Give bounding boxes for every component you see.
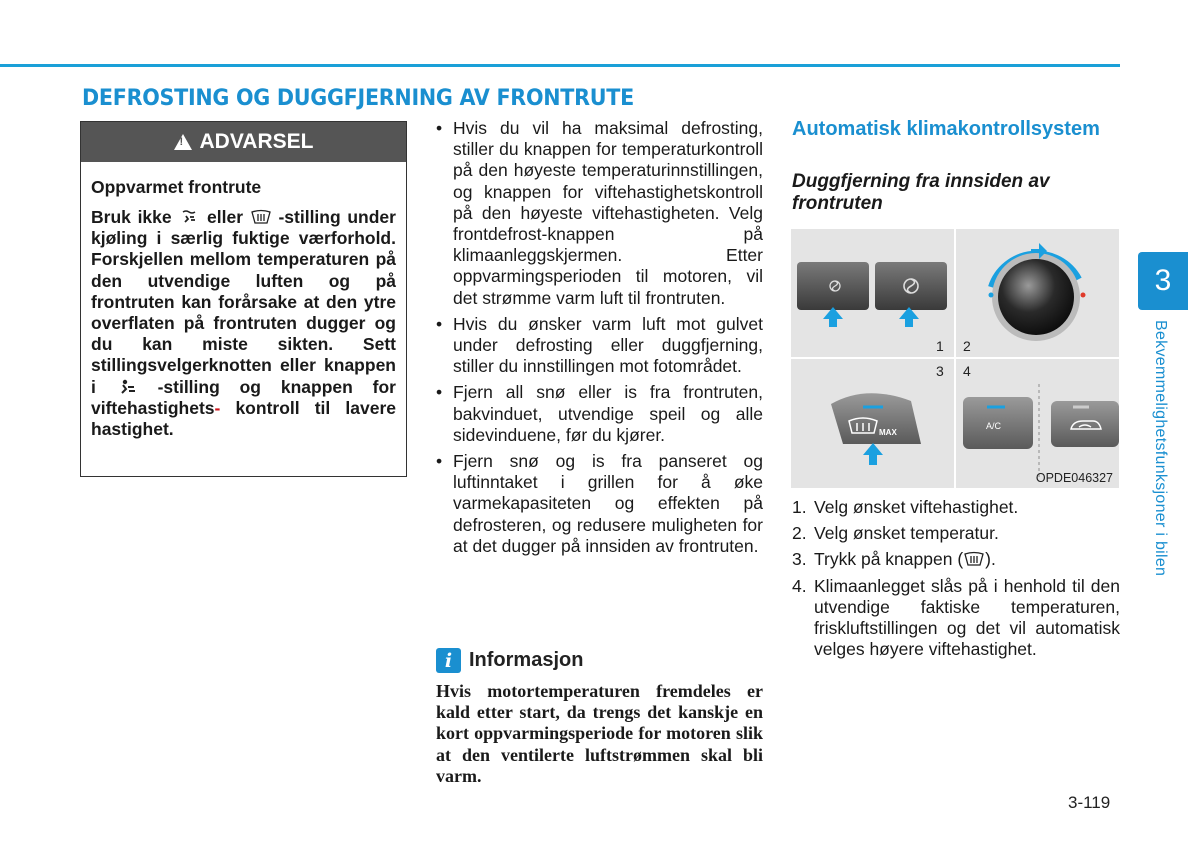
warning-text xyxy=(91,207,396,440)
step-text: Trykk på knappen ( xyxy=(814,549,964,570)
control-panel-illustration xyxy=(791,229,1119,488)
step-text: Velg ønsket viftehastighet. xyxy=(814,497,1019,517)
list-item xyxy=(792,497,1120,518)
figure-label-3: 3 xyxy=(936,363,944,379)
bullet-list xyxy=(436,118,763,562)
fan-down-button xyxy=(797,262,869,310)
max-defrost-button xyxy=(831,393,921,444)
step-number: 2. xyxy=(792,523,807,544)
figure-label-2: 2 xyxy=(963,338,971,354)
figure-label-1: 1 xyxy=(936,338,944,354)
step-text: Klimaanlegget slås på i henhold til den utvendige faktiske temperaturen, friskluftstillingen og det vil automatisk velges høyere viftehastighet. xyxy=(814,575,1120,660)
info-text: Hvis motortemperaturen fremdeles er kald etter start, da trengs det kanskje en kort oppvarmingsperiode for motoren slik at den ventilerte luftstrømmen skal bli varm. xyxy=(436,681,763,786)
page-number: 3-119 xyxy=(1068,793,1111,812)
info-header xyxy=(436,648,583,673)
figure-label-4: 4 xyxy=(963,363,971,379)
front-defrost-icon xyxy=(963,551,985,567)
step-number: 4. xyxy=(792,575,807,596)
warning-header xyxy=(81,122,406,162)
warning-text-part2: eller xyxy=(207,207,244,227)
top-rule xyxy=(0,64,1120,67)
info-title: Informasjon xyxy=(469,649,584,671)
step-list xyxy=(792,497,1120,665)
warning-text-part5: kontroll til lavere hastighet. xyxy=(91,397,396,440)
warning-label: ADVARSEL xyxy=(199,130,314,153)
warning-box xyxy=(80,121,407,477)
list-item: • Hvis du ønsker varm luft mot gulvet under defrosting eller duggfjerning, stiller du innstillingen mot fotområdet. xyxy=(436,314,763,378)
list-item xyxy=(792,523,1120,544)
arrow-up-icon xyxy=(863,443,883,465)
floor-defrost-icon xyxy=(178,209,200,225)
step-text: Velg ønsket temperatur. xyxy=(814,523,999,544)
step-number: 1. xyxy=(792,497,807,517)
info-icon: i xyxy=(436,648,461,673)
automatic-climate-heading: Automatisk klimakontrollsystem xyxy=(792,118,1100,140)
warning-text-part1: Bruk ikke xyxy=(91,207,172,227)
list-item xyxy=(792,576,1120,661)
ac-label: A/C xyxy=(986,421,1002,431)
front-defrost-icon xyxy=(250,209,272,225)
list-item: • Hvis du vil ha maksimal defrosting, stiller du knappen for temperaturkontroll på den høyeste temperaturinnstillingen, og knappen for viftehastighetskontroll på den høyeste viftehastigheten. Velg frontdefrost-knappen på klimaanleggskjermen. Etter oppvarmingsperioden til motoren, vil det strømme varm luft til frontruten. xyxy=(436,118,763,309)
list-item xyxy=(792,549,1120,570)
step-number: 3. xyxy=(792,549,807,570)
step-text-end: ). xyxy=(985,549,996,570)
warning-triangle-icon xyxy=(174,134,192,150)
floor-mode-icon xyxy=(116,379,138,395)
warning-text-part3: -stilling under kjøling i særlig fuktige værforhold. Forskjellen mellom temperaturen på den utvendige luften og på frontruten kan forårsake at den ytre overflaten på frontruten dugger og du kan miste sikten. Sett stillingsvelgerknotten eller knappen i xyxy=(91,207,396,397)
max-label: MAX xyxy=(879,428,897,437)
warning-hyphen: - xyxy=(214,397,221,418)
warning-subtitle: Oppvarmet frontrute xyxy=(91,177,262,197)
figure-code: OPDE046327 xyxy=(1035,471,1113,485)
chapter-tab: 3 xyxy=(1138,252,1188,310)
defog-subheading: Duggfjerning fra innsiden av frontruten xyxy=(792,171,1050,214)
control-panel-figure xyxy=(791,229,1119,488)
chapter-title: Bekvemmelighetsfunksjoner i bilen xyxy=(1152,320,1169,577)
list-item: • Fjern snø og is fra panseret og luftinntaket i grillen for å øke varmekapasiteten og effekten på defrosteren, og redusere muligheten for at det dugger på innsiden av frontruten. xyxy=(436,451,763,557)
temperature-knob xyxy=(998,259,1074,335)
warning-text-part4: -stilling og knappen for viftehastighets xyxy=(91,376,396,418)
section-title: DEFROSTING OG DUGGFJERNING AV FRONTRUTE xyxy=(82,86,634,111)
list-item: • Fjern all snø eller is fra frontruten, bakvinduet, utvendige speil og alle sidevinduene, før du kjører. xyxy=(436,382,763,446)
